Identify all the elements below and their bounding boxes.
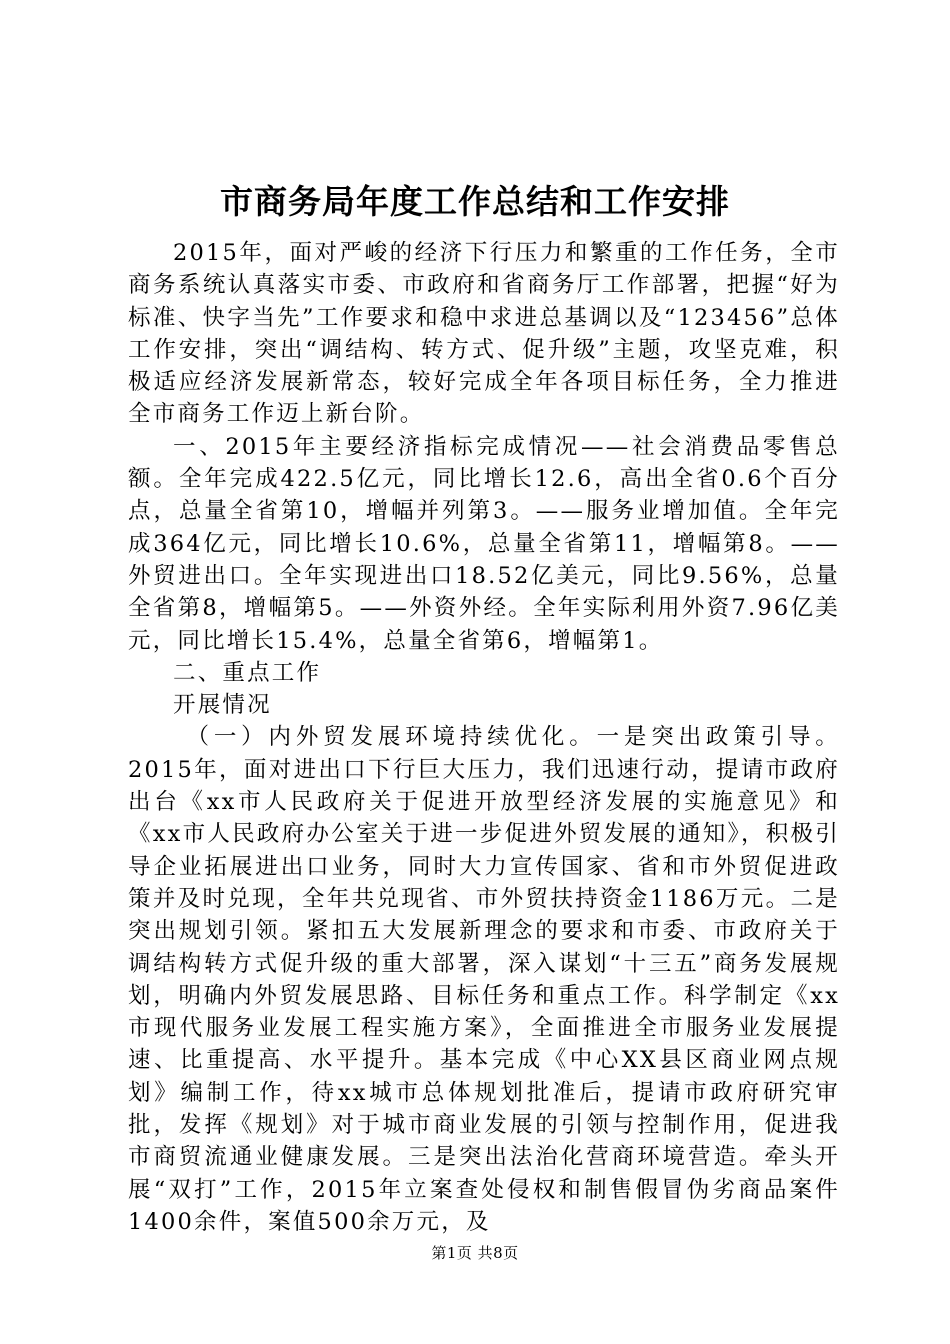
document-title: 市商务局年度工作总结和工作安排 — [220, 182, 730, 221]
document-body — [128, 237, 840, 1238]
section-two-heading: 二、重点工作 — [173, 659, 322, 686]
section-one-paragraph: 一、2015年主要经济指标完成情况——社会消费品零售总额。全年完成422.5亿元，同比增长12.6，高出全省0.6个百分点，总量全省第10，增幅并列第3。——服务业增加值。全年完成364亿元，同比增长10.6%，总量全省第11，增幅第8。——外贸进出口。全年实现进出口18.52亿美元，同比9.56%，总量全省第8，增幅第5。——外资外经。全年实际利用外资7.96亿美元，同比增长15.4%，总量全省第6，增幅第1。 — [128, 433, 840, 654]
intro-paragraph: 2015年，面对严峻的经济下行压力和繁重的工作任务，全市商务系统认真落实市委、市政府和省商务厅工作部署，把握“好为标准、快字当先”工作要求和稳中求进总基调以及“123456”总体工作安排，突出“调结构、转方式、促升级”主题，攻坚克难，积极适应经济发展新常态，较好完成全年各项目标任务，全力推进全市商务工作迈上新台阶。 — [128, 240, 840, 428]
section-two-item-one-paragraph: （一）内外贸发展环境持续优化。一是突出政策引导。2015年，面对进出口下行巨大压力，我们迅速行动，提请市政府出台《xx市人民政府关于促进开放型经济发展的实施意见》和《xx市人民政府办公室关于进一步促进外贸发展的通知》，积极引导企业拓展进出口业务，同时大力宣传国家、省和市外贸促进政策并及时兑现，全年共兑现省、市外贸扶持资金1186万元。二是突出规划引领。紧扣五大发展新理念的要求和市委、市政府关于调结构转方式促升级的重大部署，深入谋划“十三五”商务发展规划，明确内外贸发展思路、目标任务和重点工作。科学制定《xx市现代服务业发展工程实施方案》，全面推进全市服务业发展提速、比重提高、水平提升。基本完成《中心XX县区商业网点规划》编制工作，待xx城市总体规划批准后，提请市政府研究审批，发挥《规划》对于城市商业发展的引领与控制作用，促进我市商贸流通业健康发展。三是突出法治化营商环境营造。牵头开展“双打”工作，2015年立案查处侵权和制售假冒伪劣商品案件1400余件，案值500余万元，及 — [128, 724, 840, 1235]
section-two-subheading: 开展情况 — [173, 692, 272, 719]
page-footer: 第1页 共8页 — [431, 1244, 519, 1262]
